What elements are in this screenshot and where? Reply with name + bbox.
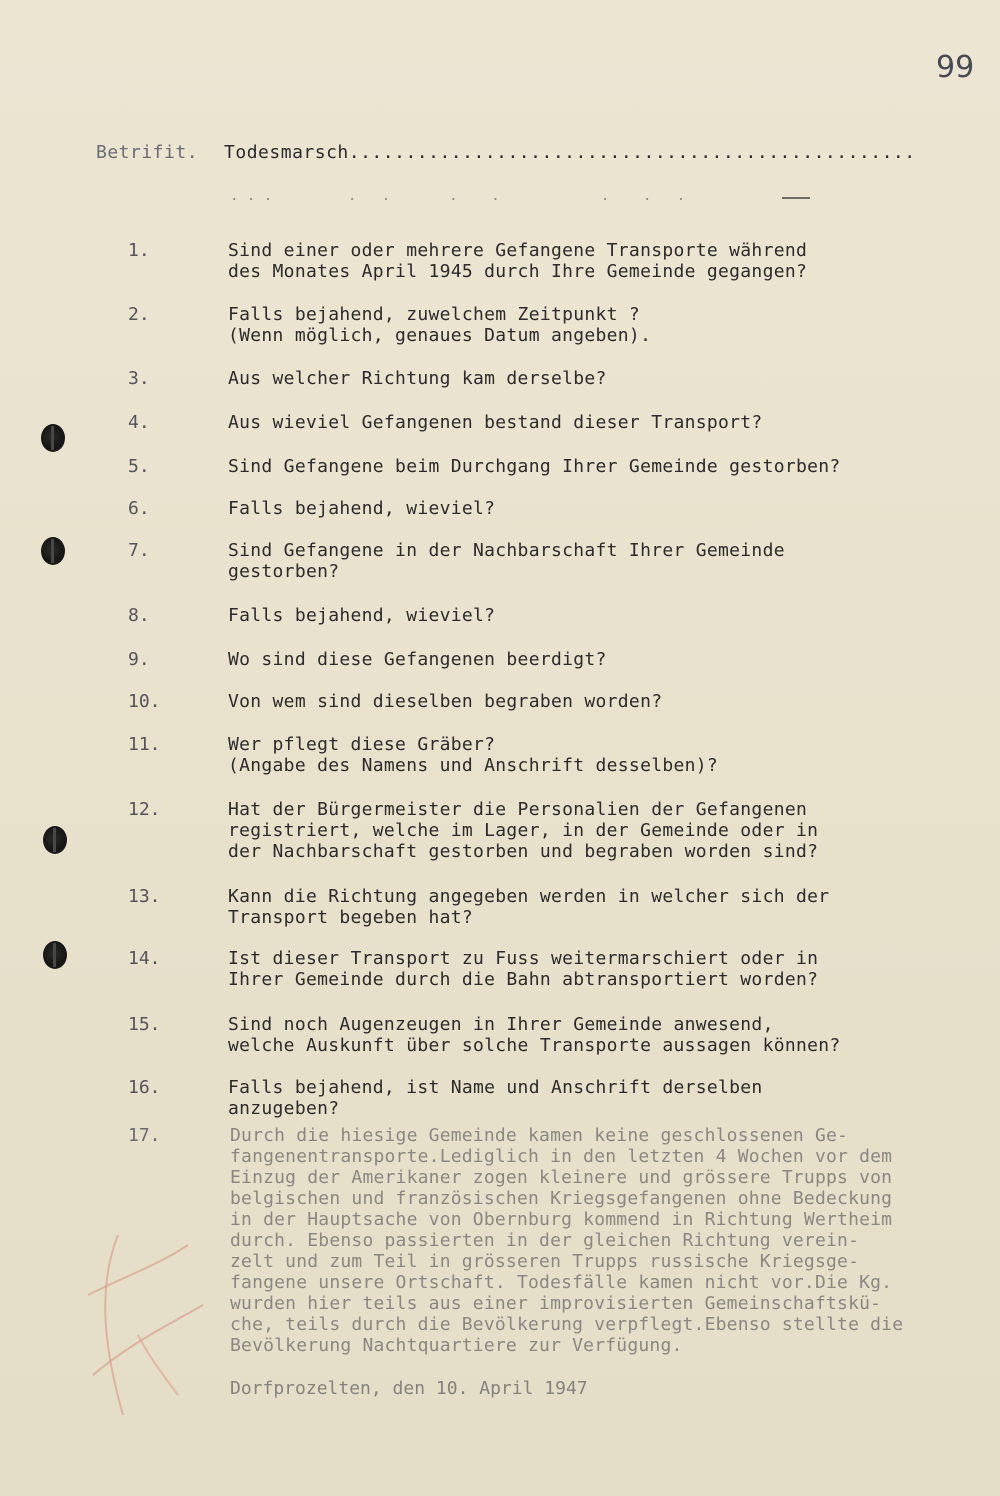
- question-number: 5.: [128, 456, 150, 477]
- punch-hole: [41, 537, 65, 565]
- question-number: 13.: [128, 886, 161, 907]
- question-text: Sind einer oder mehrere Gefangene Transporte während des Monates April 1945 durch Ihre Gemeinde gegangen?: [228, 240, 808, 282]
- pencil-annotation: [78, 1225, 218, 1425]
- question-text: Hat der Bürgermeister die Personalien der Gefangenen registriert, welche im Lager, in der Gemeinde oder in der Nachbarschaft gestorben und begraben worden sind?: [228, 799, 819, 862]
- question-number: 16.: [128, 1077, 161, 1098]
- question-number: 3.: [128, 368, 150, 389]
- question-text: Aus wieviel Gefangenen bestand dieser Transport?: [228, 412, 763, 433]
- question-number: 8.: [128, 605, 150, 626]
- question-text: Wo sind diese Gefangenen beerdigt?: [228, 649, 607, 670]
- question-number: 4.: [128, 412, 150, 433]
- answer-number: 17.: [128, 1125, 161, 1146]
- punch-hole: [41, 424, 65, 452]
- question-number: 11.: [128, 734, 161, 755]
- question-number: 7.: [128, 540, 150, 561]
- punch-hole: [43, 941, 67, 969]
- question-text: Kann die Richtung angegeben werden in welcher sich der Transport begeben hat?: [228, 886, 830, 928]
- question-number: 12.: [128, 799, 161, 820]
- subject-line: [96, 142, 916, 163]
- punch-hole: [43, 826, 67, 854]
- question-number: 9.: [128, 649, 150, 670]
- question-number: 2.: [128, 304, 150, 325]
- question-text: Sind Gefangene in der Nachbarschaft Ihrer Gemeinde gestorben?: [228, 540, 785, 582]
- question-text: Wer pflegt diese Gräber? (Angabe des Namens und Anschrift desselben)?: [228, 734, 719, 776]
- question-text: Falls bejahend, zuwelchem Zeitpunkt ? (Wenn möglich, genaues Datum angeben).: [228, 304, 652, 346]
- answer-text: Durch die hiesige Gemeinde kamen keine geschlossenen Ge- fangenentransporte.Lediglich in den letzten 4 Wochen vor dem Einzug der Amerikaner zogen kleinere und grössere Trupps von belgischen und französischen Kriegsgefangenen ohne Bedeckung in der Hauptsache von Obernburg kommend in Richtung Wertheim durch. Ebenso passierten in der gleichen Richtung verein- zelt und zum Teil in grösseren Trupps russische Kriegsge- fangene unsere Ortschaft. Todesfälle kamen nicht vor.Die Kg. wurden hier teils aus einer improvisierten Gemeinschaftskü- che, teils durch die Bevölkerung verpflegt.Ebenso stellte die Bevölkerung Nachtquartiere zur Verfügung.: [230, 1125, 904, 1356]
- subject-label: Betrifit.: [96, 142, 199, 163]
- question-text: Sind noch Augenzeugen in Ihrer Gemeinde anwesend, welche Auskunft über solche Transporte aussagen können?: [228, 1014, 841, 1056]
- question-number: 6.: [128, 498, 150, 519]
- page-number: 99: [936, 50, 975, 85]
- question-text: Von wem sind dieselben begraben worden?: [228, 691, 663, 712]
- question-text: Falls bejahend, ist Name und Anschrift derselben anzugeben?: [228, 1077, 763, 1119]
- dash-mark: [782, 197, 810, 199]
- subject-value: Todesmarsch..................................................: [224, 142, 916, 163]
- question-text: Falls bejahend, wieviel?: [228, 498, 496, 519]
- question-text: Aus welcher Richtung kam derselbe?: [228, 368, 607, 389]
- question-number: 15.: [128, 1014, 161, 1035]
- question-text: Ist dieser Transport zu Fuss weitermarschiert oder in Ihrer Gemeinde durch die Bahn abtransportiert worden?: [228, 948, 819, 990]
- question-text: Falls bejahend, wieviel?: [228, 605, 496, 626]
- dotted-line: . . . . . . . . . .: [230, 188, 686, 204]
- question-number: 10.: [128, 691, 161, 712]
- question-number: 14.: [128, 948, 161, 969]
- question-number: 1.: [128, 240, 150, 261]
- place-date-signoff: Dorfprozelten, den 10. April 1947: [230, 1378, 588, 1399]
- question-text: Sind Gefangene beim Durchgang Ihrer Gemeinde gestorben?: [228, 456, 841, 477]
